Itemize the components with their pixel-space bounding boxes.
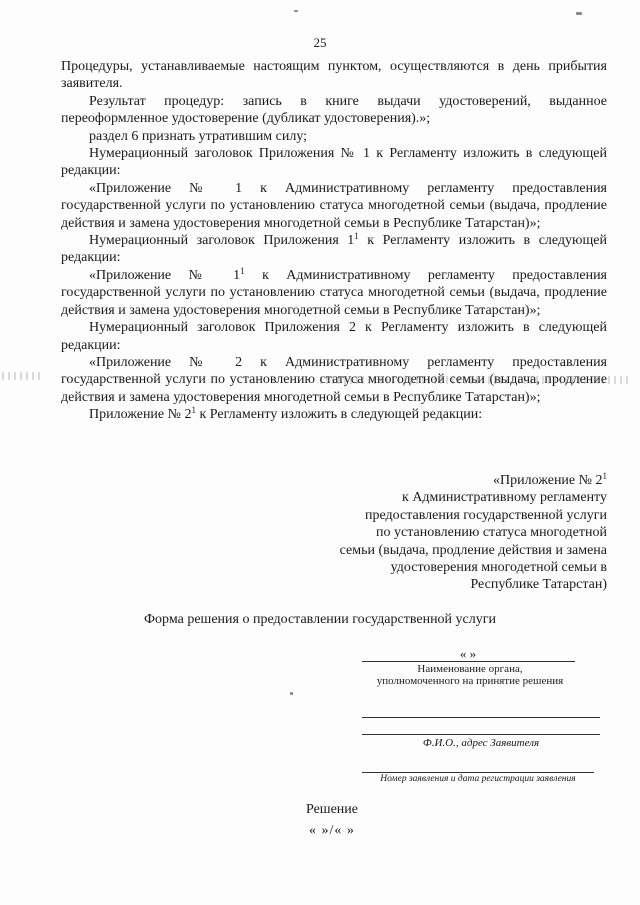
application-caption: Номер заявления и дата регистрации заявления — [380, 774, 576, 784]
scan-speck — [294, 10, 298, 12]
authority-caption: Наименование органа, уполномоченного на принятие решения — [376, 663, 564, 687]
paragraph: Нумерационный заголовок Приложения $1^1$ к Регламенту изложить в следующей редакции: — [61, 231, 607, 266]
application-field-line — [362, 772, 594, 773]
scan-speck — [576, 12, 582, 15]
appendix-heading-block — [327, 472, 607, 594]
decision-title: Решение — [305, 802, 358, 817]
paragraph: Нумерационный заголовок Приложения 2 к Регламенту изложить в следующей редакции: — [61, 320, 607, 353]
appendix-line: семьи (выдача, продление действия и замена — [339, 542, 607, 558]
authority-field-line — [362, 661, 575, 662]
applicant-caption: Ф.И.О., адрес Заявителя — [422, 737, 540, 749]
paragraph: раздел 6 признать утратившим силу; — [89, 128, 308, 144]
appendix-line: предоставления государственной услуги — [365, 507, 607, 523]
scan-smudge — [2, 372, 42, 380]
appendix-line: по установлению статуса многодетной — [376, 525, 607, 541]
paragraph: Результат процедур: запись в книге выдачи удостоверений, выданное переоформленное удостоверение (дубликат удостоверения).»; — [61, 93, 607, 127]
appendix-line: удостоверения многодетной семьи в — [390, 560, 607, 576]
superscript: 1 — [191, 405, 196, 416]
appendix-line: к Административному регламенту — [402, 490, 607, 506]
paragraph: «Приложение № 1 к Административному регламенту предоставления государственной услуги по установлению статуса многодетной семьи (выдача, продление действия и замена удостоверения многодетной семьи в Республике Татарстан)»; — [61, 180, 607, 231]
form-title: Форма решения о предоставлении государственной услуги — [144, 612, 496, 627]
decision-date-line: « »/« » — [309, 823, 355, 838]
scan-speck — [290, 692, 293, 695]
appendix-title: «Приложение № $2^1$ — [493, 471, 607, 488]
document-body — [61, 58, 607, 424]
paragraph: «Приложение № 2 к Административному регламенту предоставления государственной услуги по установлению статуса многодетной семьи (выдача, продление действия и замена удостоверения многодетной семьи в Республике Татарстан)»; — [61, 354, 607, 405]
page-number: 25 — [313, 35, 327, 50]
superscript: 1 — [240, 265, 245, 276]
paragraph: Нумерационный заголовок Приложения № 1 к Регламенту изложить в следующей редакции: — [61, 146, 607, 179]
superscript: 1 — [354, 231, 359, 242]
authority-quote-mark: « » — [459, 646, 477, 661]
paragraph: «Приложение № $1^1$ к Административному регламенту предоставления государственной услуги по установлению статуса многодетной семьи (выдача, продление действия и замена удостоверения многодетной семьи в Республике Татарстан)»; — [61, 265, 607, 318]
appendix-line: Республике Татарстан) — [470, 577, 607, 593]
applicant-field-line-2 — [362, 734, 600, 735]
applicant-field-line — [362, 717, 600, 718]
paragraph: Приложение № $2^1$ к Регламенту изложить в следующей редакции: — [89, 405, 483, 423]
paragraph: Процедуры, устанавливаемые настоящим пунктом, осуществляются в день прибытия заявителя. — [61, 59, 607, 92]
